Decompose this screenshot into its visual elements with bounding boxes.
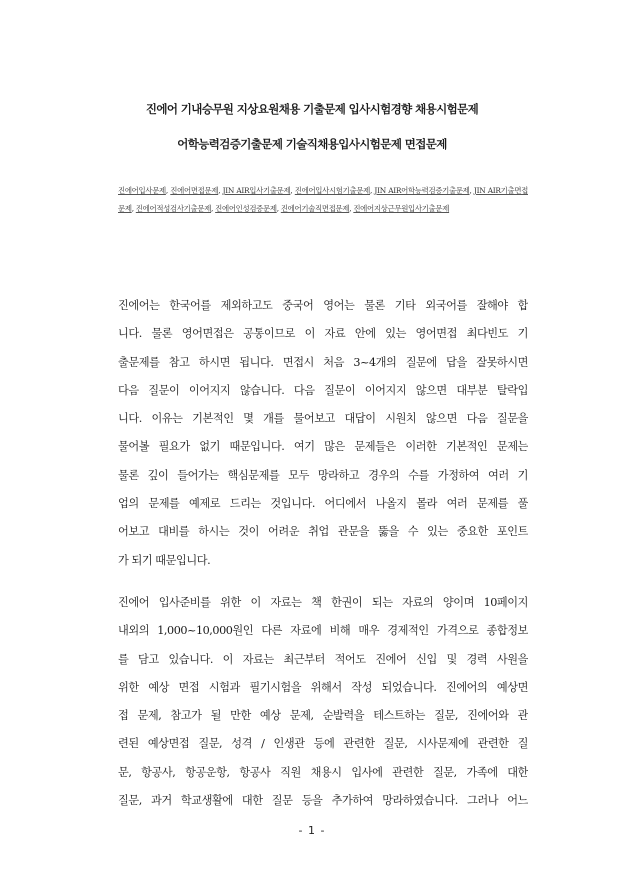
keyword-link[interactable]: 진에어인성검증문제 (215, 203, 277, 213)
keyword-link-list: 진에어입사문제, 진에어면접문제, JIN AIR입사기출문제, 진에어입사시험기출문제, JIN AIR어학능력검증기출문제, JIN AIR기출면접문제, 진에어적성검사기출문제, 진에어인성검증문제, 진에어기술직면접문제, 진에어지상근무원입사기출문제 (118, 186, 528, 213)
paragraph-line: 니다. 이유는 기본적인 몇 개를 물어보고 대답이 시원치 않으면 다음 질문을 (118, 412, 528, 426)
keyword-link[interactable]: JIN AIR기출면접문제 (118, 186, 528, 213)
paragraph-line: 업의 문제를 예제로 드리는 것입니다. 어디에서 나올지 몰라 여러 문제를 풀 (118, 497, 528, 511)
keyword-link[interactable]: JIN AIR어학능력검증기출문제 (374, 186, 470, 195)
paragraph-line: 진에어는 한국어를 제외하고도 중국어 영어는 물론 기타 외국어를 잘해야 합 (118, 299, 528, 312)
document-subtitle: 어학능력검증기출문제 기술직채용입사시험문제 면접문제 (177, 137, 447, 151)
paragraph-line: 접 문제, 참고가 될 만한 예상 문제, 순발력을 테스트하는 질문, 진에어와 관 (118, 709, 528, 723)
keyword-link[interactable]: 진에어입사시험기출문제 (294, 186, 370, 195)
paragraph-line: 물어볼 필요가 없기 때문입니다. 여기 많은 문제들은 이러한 기본적인 문제는 (118, 440, 528, 454)
paragraph-material-description (118, 589, 528, 815)
keyword-link[interactable]: 진에어입사문제 (118, 186, 166, 195)
paragraph-line: 진에어 입사준비를 위한 이 자료는 책 한권이 되는 자료의 양이며 10페이지 (118, 596, 528, 609)
page-number: - 1 - (298, 824, 326, 837)
paragraph-line: 를 담고 있습니다. 이 자료는 최근부터 적어도 진에어 신입 및 경력 사원을 (118, 652, 528, 666)
paragraph-line: 다음 질문이 이어지지 않습니다. 다음 질문이 이어지지 않으면 대부분 탈락입 (118, 383, 528, 397)
paragraph-line: 내외의 1,000~10,000원인 다른 자료에 비해 매우 경제적인 가격으로 종합정보 (118, 624, 528, 638)
paragraph-line: 니다. 물론 영어면접은 공통이므로 이 자료 안에 있는 영어면접 최다빈도 기 (118, 327, 528, 341)
paragraph-line: 위한 예상 면접 시험과 필기시험을 위해서 작성 되었습니다. 진에어의 예상면 (118, 680, 528, 694)
keyword-link[interactable]: 진에어면접문제 (170, 186, 219, 195)
paragraph-line: 련된 예상면접 질문, 성격 / 인생관 등에 관련한 질문, 시사문제에 관련한 질 (118, 737, 528, 751)
document-title: 진에어 기내승무원 지상요원채용 기출문제 입사시험경향 채용시험문제 (145, 102, 479, 116)
paragraph-line: 질문, 과거 학교생활에 대한 질문 등을 추가하여 망라하였습니다. 그러나 어느 (118, 794, 528, 808)
keyword-link[interactable]: 진에어적성검사기출문제 (135, 203, 212, 213)
paragraph-line: 가 되기 때문입니다. (118, 553, 211, 567)
paragraph-intro (118, 292, 528, 575)
keyword-link[interactable]: 진에어지상근무원입사기출문제 (353, 203, 450, 213)
keyword-link[interactable]: 진에어기술직면접문제 (280, 203, 350, 213)
paragraph-line: 출문제를 참고 하시면 됩니다. 면접시 처음 3~4개의 질문에 답을 잘못하시면 (118, 355, 528, 369)
paragraph-line: 물론 깊이 들어가는 핵심문제를 모두 망라하고 경우의 수를 가정하여 여러 기 (118, 468, 528, 482)
keyword-link[interactable]: JIN AIR입사기출문제 (222, 186, 291, 195)
paragraph-line: 문, 항공사, 항공운항, 항공사 직원 채용시 입사에 관련한 질문, 가족에 대한 (118, 765, 528, 779)
paragraph-line: 어보고 대비를 하시는 것이 어려운 취업 관문을 뚫을 수 있는 중요한 포인트 (118, 525, 528, 539)
